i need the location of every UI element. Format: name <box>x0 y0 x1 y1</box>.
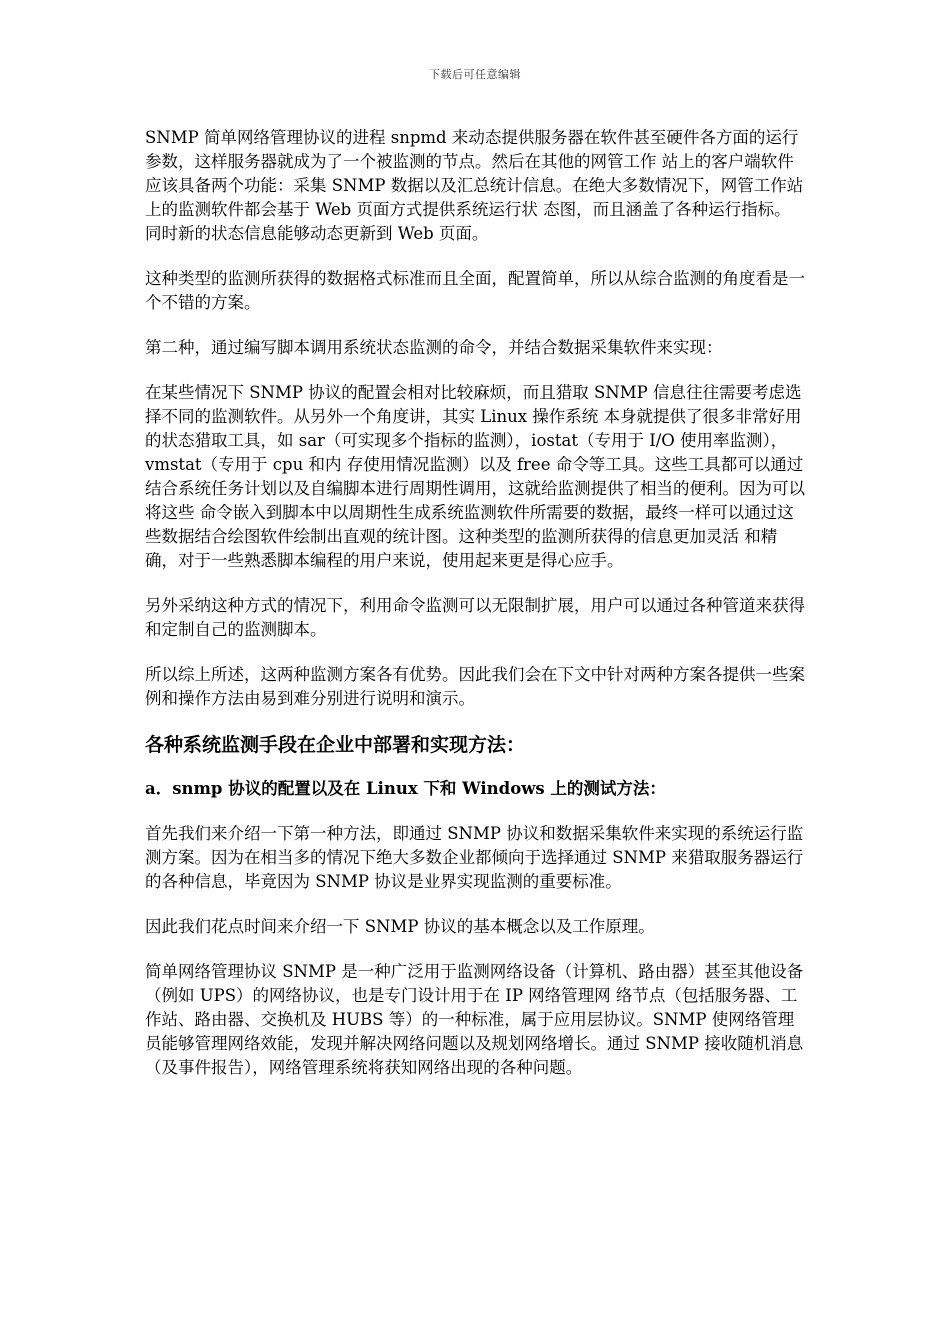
subsection-heading: a．snmp 协议的配置以及在 Linux 下和 Windows 上的测试方法： <box>145 779 666 798</box>
page-header: 下载后可任意编辑 <box>429 68 521 81</box>
document-body <box>145 126 807 1101</box>
paragraph-snmp-intro: SNMP 简单网络管理协议的进程 snpmd 来动态提供服务器在软件甚至硬件各方面的运行参数，这样服务器就成为了一个被监测的节点。然后在其他的网管工作 站上的客户端软件应该具备两个功能：采集 SNMP 数据以及汇总统计信息。在绝大多数情况下，网管工作站上的监测软件都会基于 Web 页面方式提供系统运行状 态图，而且涵盖了各种运行指标。同时新的状态信息能够动态更新到 Web 页面。 <box>145 128 804 243</box>
paragraph-linux-tools: 在某些情况下 SNMP 协议的配置会相对比较麻烦，而且猎取 SNMP 信息往往需要考虑选择不同的监测软件。从另外一个角度讲，其实 Linux 操作系统 本身就提供了很多非常好用的状态猎取工具，如 sar（可实现多个指标的监测），iostat（专用于 I/O 使用率监测），vmstat（专用于 cpu 和内 存使用情况监测）以及 free 命令等工具。这些工具都可以通过结合系统任务计划以及自编脚本进行周期性调用，这就给监测提供了相当的便利。因为可以将这些 命令嵌入到脚本中以周期性生成系统监测软件所需要的数据，最终一样可以通过这些数据结合绘图软件绘制出直观的统计图。这种类型的监测所获得的信息更加灵活 和精确，对于一些熟悉脚本编程的用户来说，使用起来更是得心应手。 <box>145 383 805 570</box>
paragraph-snmp-summary: 这种类型的监测所获得的数据格式标准而且全面，配置简单，所以从综合监测的角度看是一个不错的方案。 <box>145 269 805 312</box>
paragraph-snmp-concepts: 因此我们花点时间来介绍一下 SNMP 协议的基本概念以及工作原理。 <box>145 917 655 936</box>
paragraph-snmp-definition: 简单网络管理协议 SNMP 是一种广泛用于监测网络设备（计算机、路由器）甚至其他设备（例如 UPS）的网络协议，也是专门设计用于在 IP 网络管理网 络节点（包括服务器、工作站、路由器、交换机及 HUBS 等）的一种标准，属于应用层协议。SNMP 使网络管理员能够管理网络效能，发现并解决网络问题以及规划网络增长。通过 SNMP 接收随机消息（及事件报告），网络管理系统将获知网络出现的各种问题。 <box>145 962 804 1077</box>
paragraph-method-one: 首先我们来介绍一下第一种方法，即通过 SNMP 协议和数据采集软件来实现的系统运行监测方案。因为在相当多的情况下绝大多数企业都倾向于选择通过 SNMP 来猎取服务器运行的各种信息，毕竟因为 SNMP 协议是业界实现监测的重要标准。 <box>145 824 804 891</box>
paragraph-conclusion: 所以综上所述，这两种监测方案各有优势。因此我们会在下文中针对两种方案各提供一些案例和操作方法由易到难分别进行说明和演示。 <box>145 665 805 708</box>
paragraph-extension: 另外采纳这种方式的情况下，利用命令监测可以无限制扩展，用户可以通过各种管道来获得和定制自己的监测脚本。 <box>145 596 805 639</box>
paragraph-method-two: 第二种，通过编写脚本调用系统状态监测的命令，并结合数据采集软件来实现： <box>145 338 723 357</box>
section-heading: 各种系统监测手段在企业中部署和实现方法： <box>145 734 526 756</box>
